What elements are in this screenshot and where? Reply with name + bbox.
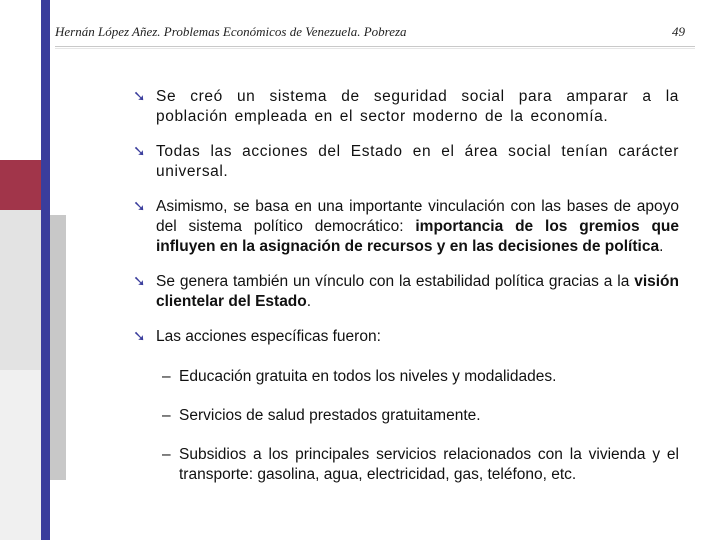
bullet-text: Todas las acciones del Estado en el área social tenían carácter universal. (156, 143, 679, 180)
bullet-text-end: . (659, 238, 664, 255)
dash-marker: – (162, 407, 171, 424)
decorative-bar-light-gray (0, 370, 41, 540)
arrow-down-right-icon: ➘ (133, 328, 146, 345)
sub-list-item (133, 445, 679, 485)
bullet-text: Se genera también un vínculo con la estabilidad política gracias a la (156, 273, 635, 290)
header-title: Hernán López Añez. Problemas Económicos de Venezuela. Pobreza (55, 24, 407, 39)
bullet-text-end: . (306, 293, 312, 310)
bullet-bold-text: visión clientelar del Estado (156, 273, 679, 310)
decorative-bar-inner-gray (50, 215, 66, 480)
sub-item-text: Subsidios a los principales servicios relacionados con la vivienda y el transporte: gasolina, agua, electricidad, gas, teléfono, etc. (179, 446, 679, 483)
bullet-item (133, 327, 679, 347)
decorative-bar-red (0, 160, 41, 210)
decorative-bar-blue (41, 0, 50, 540)
decorative-bar-gray (0, 210, 41, 370)
header-divider (55, 46, 695, 47)
header-divider-shadow (55, 48, 695, 49)
slide-header (55, 24, 685, 44)
dash-marker: – (162, 446, 171, 463)
sub-list-item (133, 406, 679, 426)
bullet-text: Se creó un sistema de seguridad social para amparar a la población empleada en el sector moderno de la economía. (156, 88, 679, 125)
sub-item-text: Servicios de salud prestados gratuitamente. (179, 407, 481, 424)
arrow-down-right-icon: ➘ (133, 88, 147, 105)
bullet-item (133, 87, 679, 127)
arrow-down-right-icon: ➘ (133, 273, 146, 290)
bullet-text: Las acciones específicas fueron: (156, 328, 381, 345)
bullet-item (133, 142, 679, 182)
sub-list-item (133, 367, 679, 387)
bullet-text: Asimismo, se basa en una importante vinculación con las bases de apoyo del sistema político democrático: (156, 198, 679, 235)
arrow-down-right-icon: ➘ (133, 143, 147, 160)
slide-content (133, 87, 679, 504)
bullet-item (133, 197, 679, 257)
sub-item-text: Educación gratuita en todos los niveles y modalidades. (179, 368, 557, 385)
bullet-bold-text: importancia de los gremios que influyen en la asignación de recursos y en las decisiones de política (156, 218, 680, 255)
arrow-down-right-icon: ➘ (133, 198, 146, 215)
page-number: 49 (672, 24, 685, 39)
bullet-item (133, 272, 679, 312)
dash-marker: – (162, 368, 171, 385)
